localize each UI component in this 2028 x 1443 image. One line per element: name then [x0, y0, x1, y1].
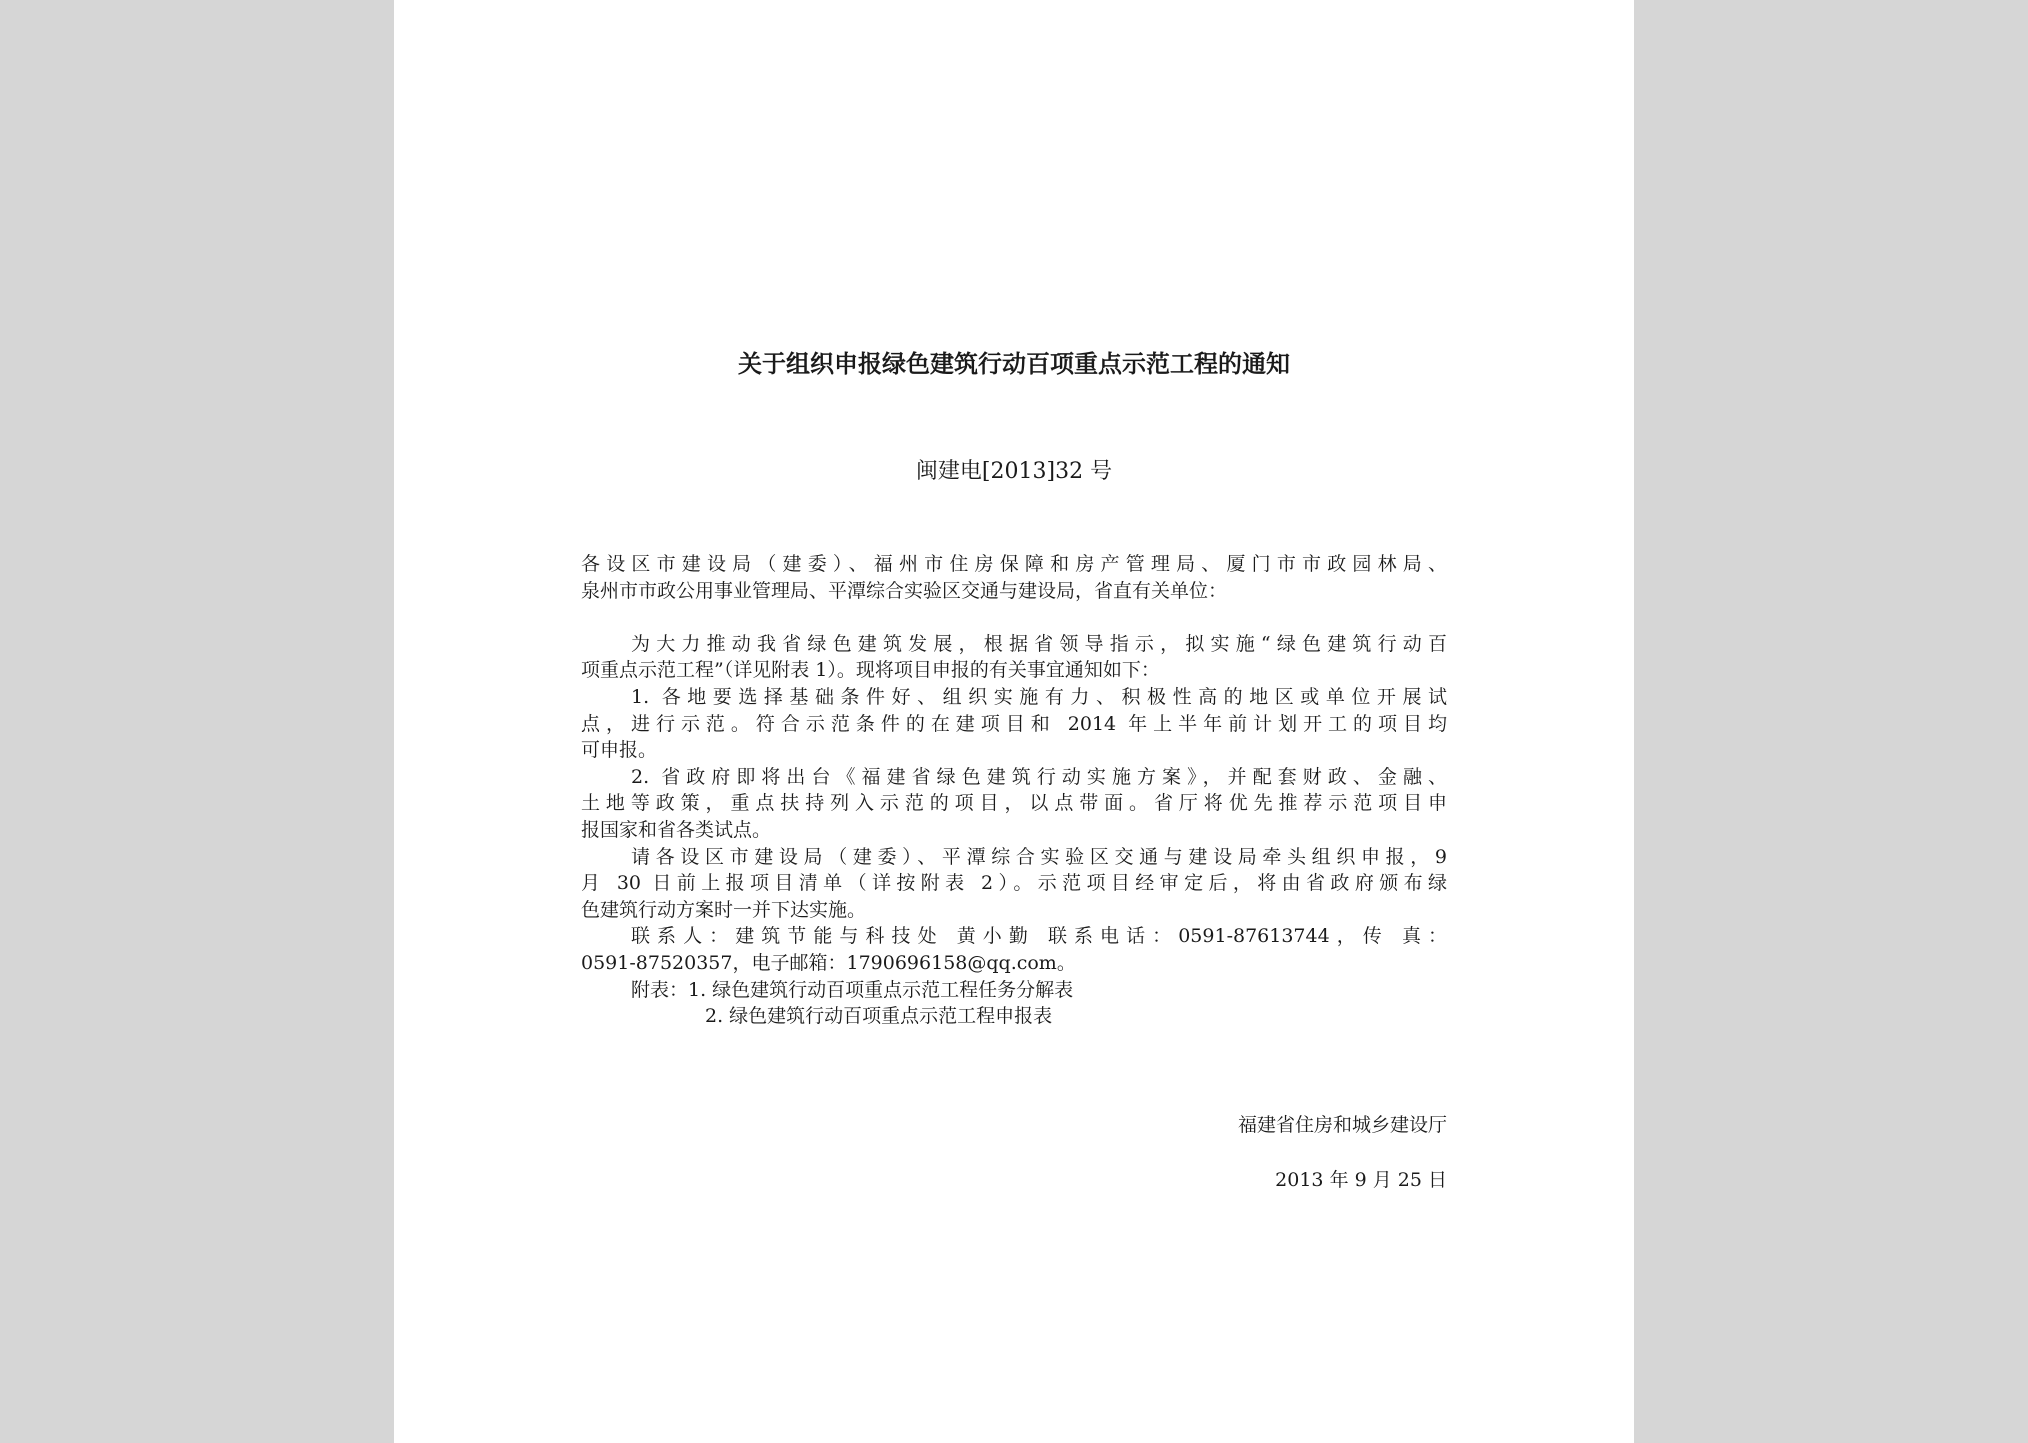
issuer-signature: 福建省住房和城乡建设厅 — [1237, 1114, 1447, 1136]
document-page — [394, 0, 1634, 1443]
body-line: 色建筑行动方案时一并下达实施。 — [581, 898, 867, 921]
body-line: 项重点示范工程”（详见附表 1）。现将项目申报的有关事宜通知如下： — [581, 659, 1160, 682]
issue-date: 2013 年 9 月 25 日 — [1275, 1169, 1447, 1191]
body-line: 2. 省政府即将出台《福建省绿色建筑行动实施方案》，并配套财政、金融、 — [631, 765, 1447, 788]
body-line: 报国家和省各类试点。 — [581, 818, 772, 841]
body-line: 点，进行示范。符合示范条件的在建项目和 2014 年上半年前计划开工的项目均 — [581, 712, 1447, 735]
body-line: 请各设区市建设局（建委）、平潭综合实验区交通与建设局牵头组织申报，9 — [631, 845, 1447, 868]
addressee-line: 泉州市市政公用事业管理局、平潭综合实验区交通与建设局，省直有关单位： — [581, 579, 1228, 602]
attachment-line: 2. 绿色建筑行动百项重点示范工程申报表 — [705, 1005, 1053, 1028]
attachment-line: 附表：1. 绿色建筑行动百项重点示范工程任务分解表 — [631, 978, 1074, 1001]
body-line: 为大力推动我省绿色建筑发展，根据省领导指示，拟实施“绿色建筑行动百 — [631, 632, 1447, 655]
document-body — [581, 551, 1447, 1030]
paragraph-gap — [581, 604, 1447, 631]
contact-line: 0591-87520357，电子邮箱：1790696158@qq.com。 — [581, 951, 1076, 974]
body-line: 土地等政策，重点扶持列入示范的项目，以点带面。省厅将优先推荐示范项目申 — [581, 792, 1447, 815]
addressee-line: 各设区市建设局（建委）、福州市住房保障和房产管理局、厦门市市政园林局、 — [581, 553, 1447, 575]
body-line: 1. 各地要选择基础条件好、组织实施有力、积极性高的地区或单位开展试 — [631, 685, 1447, 708]
contact-line: 联系人：建筑节能与科技处 黄小勤 联系电话：0591-87613744，传 真： — [631, 925, 1447, 948]
body-line: 月 30 日前上报项目清单（详按附表 2）。示范项目经审定后，将由省政府颁布绿 — [581, 872, 1447, 895]
body-line: 可申报。 — [581, 739, 658, 762]
document-title: 关于组织申报绿色建筑行动百项重点示范工程的通知 — [738, 350, 1290, 378]
document-number: 闽建电[2013]32 号 — [915, 459, 1113, 484]
